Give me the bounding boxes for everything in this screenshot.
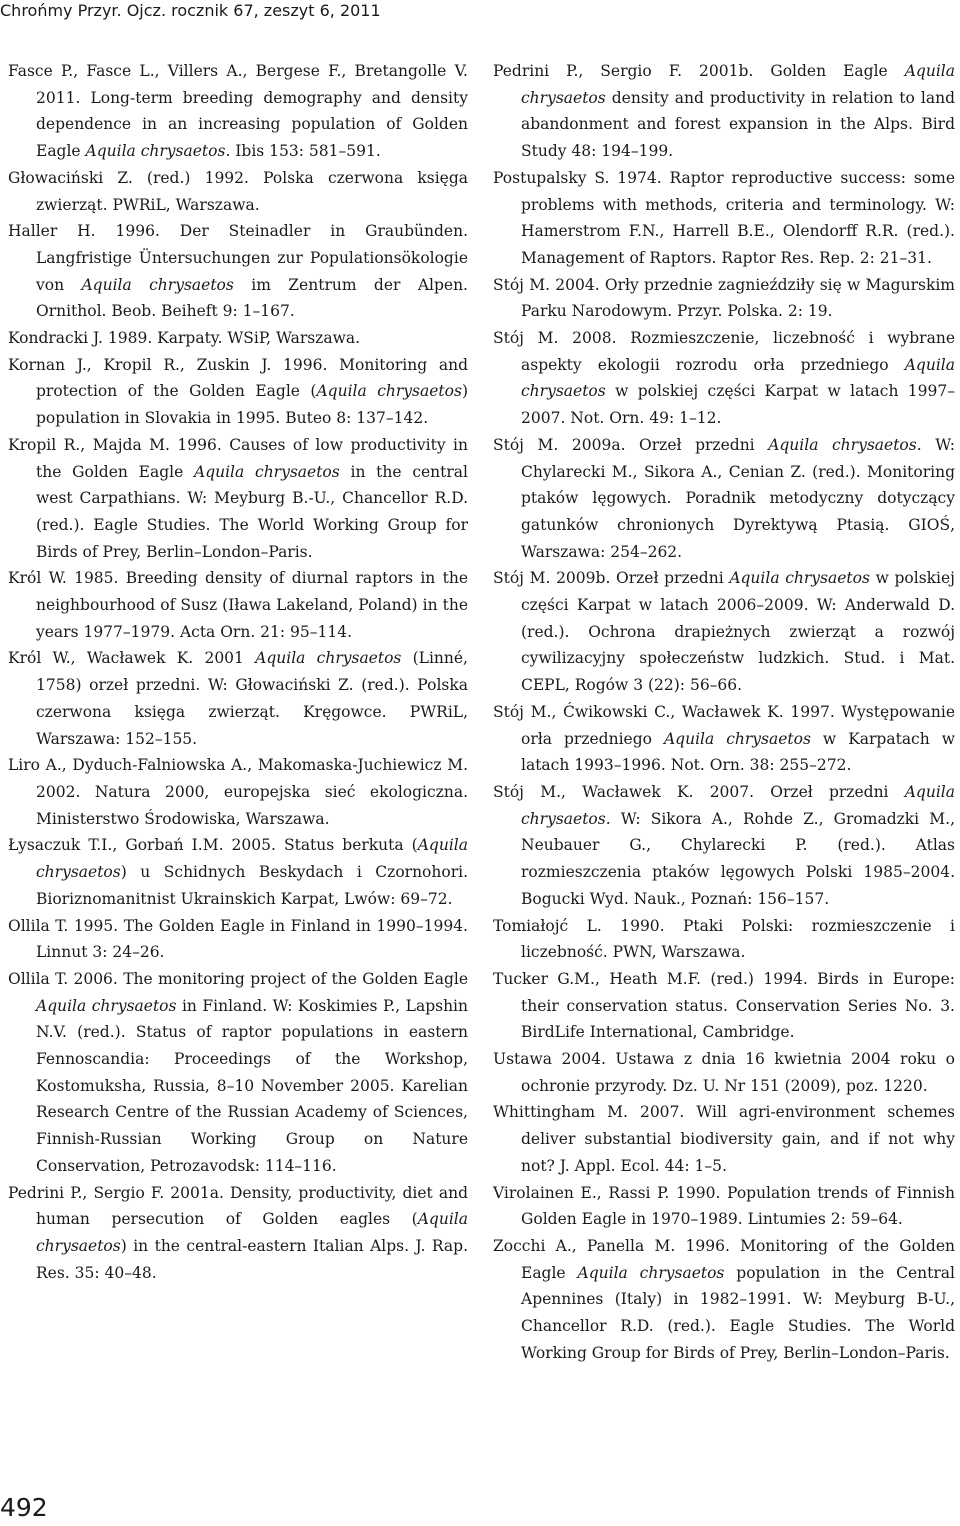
- running-header: Chrońmy Przyr. Ojcz. rocznik 67, zeszyt 6, 2011: [0, 1, 381, 20]
- reference-text: w polskiej części Karpat w latach 1997–2007. Not. Orn. 49: 1–12.: [521, 382, 955, 428]
- reference-text: im Zentrum der Alpen. Ornithol. Beob. Beiheft 9: 1–167.: [36, 275, 468, 321]
- reference-text: Stój M. 2009a. Orzeł przedni: [493, 435, 769, 454]
- species-name: Aquila chrysaetos: [521, 355, 955, 401]
- reference-entry: [8, 352, 468, 432]
- reference-entry: [8, 1180, 468, 1287]
- reference-text: density and productivity in relation to land abandonment and forest expansion in the Alps. Bird Study 48: 194–199.: [521, 88, 955, 161]
- reference-text: Ibis 153: 581–591.: [230, 142, 381, 161]
- reference-entry: [493, 1180, 955, 1233]
- reference-text: W: Sikora A., Rohde Z., Gromadzki M., Neubauer G., Chylarecki P. (red.). Atlas rozmieszczenia ptaków lęgowych Polski 1985–2004. Bogucki Wyd. Nauk., Poznań: 156–157.: [521, 809, 955, 908]
- reference-entry: [8, 645, 468, 752]
- reference-text: Kropil R., Majda M. 1996. Causes of low productivity in the Golden Eagle: [8, 435, 468, 481]
- species-name: Aquila chrysaetos: [663, 729, 811, 748]
- reference-entry: [493, 1233, 955, 1367]
- species-name: Aquila chrysaetos: [255, 649, 402, 668]
- reference-text: Virolainen E., Rassi P. 1990. Population trends of Finnish Golden Eagle in 1970–1989. Lintumies 2: 59–64.: [493, 1183, 955, 1229]
- reference-text: Ollila T. 1995. The Golden Eagle in Finland in 1990–1994. Linnut 3: 24–26.: [8, 916, 468, 962]
- species-name: Aquila chrysaetos: [36, 836, 468, 882]
- reference-text: Król W., Wacławek K. 2001: [8, 649, 256, 668]
- species-name: Aquila chrysaetos.: [768, 435, 922, 454]
- reference-text: Stój M. 2009b. Orzeł przedni: [493, 569, 730, 588]
- reference-entry: [493, 565, 955, 699]
- reference-text: W: Chylarecki M., Sikora A., Cenian Z. (red.). Monitoring ptaków lęgowych. Poradnik metodyczny dotyczący gatunków chronionych Dyrektywą Ptasią. GIOŚ, Warszawa: 254–262.: [521, 435, 956, 561]
- reference-entry: [493, 58, 955, 165]
- reference-text: w Karpatach w latach 1993–1996. Not. Orn. 38: 255–272.: [521, 729, 955, 775]
- reference-text: Ollila T. 2006. The monitoring project of the Golden Eagle: [8, 969, 468, 988]
- reference-text: Król W. 1985. Breeding density of diurnal raptors in the neighbourhood of Susz (Iława Lakeland, Poland) in the years 1977–1979. Acta Orn. 21: 95–114.: [8, 569, 468, 641]
- reference-entry: [8, 325, 468, 352]
- reference-entry: [8, 565, 468, 645]
- reference-text: Zocchi A., Panella M. 1996. Monitoring of the Golden Eagle: [493, 1236, 955, 1282]
- reference-entry: [493, 699, 955, 779]
- reference-text: Stój M. 2008. Rozmieszczenie, liczebność i wybrane aspekty ekologii rozrodu orła przedniego: [493, 329, 955, 374]
- reference-entry: [8, 832, 468, 912]
- reference-entry: [8, 966, 468, 1180]
- reference-text: Pedrini P., Sergio F. 2001a. Density, productivity, diet and human persecution of Golden eagles (: [8, 1183, 468, 1229]
- reference-entry: [493, 966, 955, 1046]
- reference-text: Ustawa 2004. Ustawa z dnia 16 kwietnia 2004 roku o ochronie przyrody. Dz. U. Nr 151 (2009), poz. 1220.: [493, 1050, 955, 1095]
- reference-entry: [493, 779, 955, 913]
- reference-entry: [8, 913, 468, 966]
- reference-entry: [493, 1099, 955, 1179]
- reference-entry: [493, 165, 955, 272]
- reference-text: in the central west Carpathians. W: Meyburg B.-U., Chancellor R.D. (red.). Eagle Studies. The World Working Group for Birds of Prey, Berlin–London–Paris.: [36, 462, 468, 561]
- reference-text: Postupalsky S. 1974. Raptor reproductive success: some problems with methods, criteria and terminology. W: Hamerstrom F.N., Harrell B.E., Olendorff R.R. (red.). Management of Raptors. Raptor Res. Rep. 2: 21–31.: [493, 168, 955, 267]
- reference-text: population in the Central Apennines (Italy) in 1982–1991. W: Meyburg B-U., Chancellor R.D. (red.). Eagle Studies. The World Working Group for Birds of Prey, Berlin–London–Paris.: [521, 1263, 955, 1362]
- reference-entry: [493, 272, 955, 325]
- species-name: Aquila chrysaetos: [521, 62, 955, 107]
- reference-entry: [8, 58, 468, 165]
- reference-entry: [493, 325, 955, 432]
- reference-text: Stój M., Wacławek K. 2007. Orzeł przedni: [493, 782, 905, 801]
- reference-text: Pedrini P., Sergio F. 2001b. Golden Eagle: [493, 62, 905, 80]
- reference-text: Tomiałojć L. 1990. Ptaki Polski: rozmieszczenie i liczebność. PWN, Warszawa.: [493, 916, 955, 962]
- species-name: Aquila chrysaetos: [577, 1263, 725, 1282]
- reference-entry: [8, 218, 468, 325]
- reference-text: Whittingham M. 2007. Will agri-environment schemes deliver substantial biodiversity gain, and if not why not? J. Appl. Ecol. 44: 1–5.: [493, 1103, 955, 1175]
- species-name: Aquila chrysaetos: [36, 1210, 468, 1255]
- reference-text: Kornan J., Kropil R., Zuskin J. 1996. Monitoring and protection of the Golden Eagle (: [8, 355, 468, 401]
- species-name: Aquila chrysaetos: [81, 275, 234, 294]
- species-name: Aquila chrysaetos: [729, 569, 870, 588]
- reference-text: ) in the central-eastern Italian Alps. J. Rap. Res. 35: 40–48.: [36, 1236, 468, 1282]
- reference-text: Haller H. 1996. Der Steinadler in Graubünden. Langfristige Üntersuchungen zur Populationsökologie von: [8, 222, 468, 294]
- references-left-column: [8, 58, 468, 1286]
- reference-entry: [493, 913, 955, 966]
- reference-entry: [493, 432, 955, 566]
- reference-text: (Linné, 1758) orzeł przedni. W: Głowaciński Z. (red.). Polska czerwona księga zwierząt. Kręgowce. PWRiL, Warszawa: 152–155.: [36, 649, 468, 748]
- reference-text: Kondracki J. 1989. Karpaty. WSiP, Warszawa.: [8, 329, 361, 348]
- species-name: Aquila chrysaetos: [194, 462, 340, 481]
- reference-entry: [8, 432, 468, 566]
- reference-text: Głowaciński Z. (red.) 1992. Polska czerwona księga zwierząt. PWRiL, Warszawa.: [8, 168, 468, 214]
- reference-entry: [8, 165, 468, 218]
- reference-text: Tucker G.M., Heath M.F. (red.) 1994. Birds in Europe: their conservation status. Conservation Series No. 3. BirdLife International, Cambridge.: [493, 969, 955, 1042]
- reference-text: Stój M. 2004. Orły przednie zagnieździły się w Magurskim Parku Narodowym. Przyr. Polska. 2: 19.: [493, 275, 955, 321]
- species-name: Aquila chrysaetos.: [521, 782, 955, 828]
- reference-text: ) population in Slovakia in 1995. Buteo 8: 137–142.: [36, 382, 468, 428]
- species-name: Aquila chrysaetos: [36, 996, 177, 1015]
- reference-text: in Finland. W: Koskimies P., Lapshin N.V. (red.). Status of raptor populations in eastern Fennoscandia: Proceedings of the Workshop, Kostomuksha, Russia, 8–10 November 2005. Karelian Research Centre of the Russian Academy of Sciences, Finnish-Russian Working Group on Nature Conservation, Petrozavodsk: 114–116.: [36, 996, 468, 1175]
- reference-entry: [8, 752, 468, 832]
- species-name: Aquila chrysaetos: [316, 382, 462, 401]
- references-right-column: [493, 58, 955, 1366]
- reference-entry: [493, 1046, 955, 1099]
- reference-text: Łysaczuk T.I., Gorbań I.M. 2005. Status berkuta (: [8, 836, 418, 855]
- species-name: Aquila chrysaetos.: [85, 142, 231, 161]
- reference-text: w polskiej części Karpat w latach 2006–2009. W: Anderwald D. (red.). Ochrona drapieżnych zwierząt a rozwój cywilizacyjny społeczeństw ludzkich. Stud. i Mat. CEPL, Rogów 3 (22): 56–66.: [521, 569, 955, 695]
- reference-text: ) u Schidnych Beskydach i Czornohori. Bioriznomanitnist Ukrainskich Karpat, Lwów: 69–72.: [36, 863, 468, 908]
- reference-text: Fasce P., Fasce L., Villers A., Bergese F., Bretangolle V. 2011. Long-term breeding demography and density dependence in an increasing population of Golden Eagle: [8, 62, 468, 161]
- page-number: 492: [0, 1493, 48, 1522]
- reference-text: Stój M., Ćwikowski C., Wacławek K. 1997. Występowanie orła przedniego: [493, 702, 955, 748]
- reference-text: Liro A., Dyduch-Falniowska A., Makomaska-Juchiewicz M. 2002. Natura 2000, europejska sieć ekologiczna. Ministerstwo Środowiska, Warszawa.: [8, 756, 468, 828]
